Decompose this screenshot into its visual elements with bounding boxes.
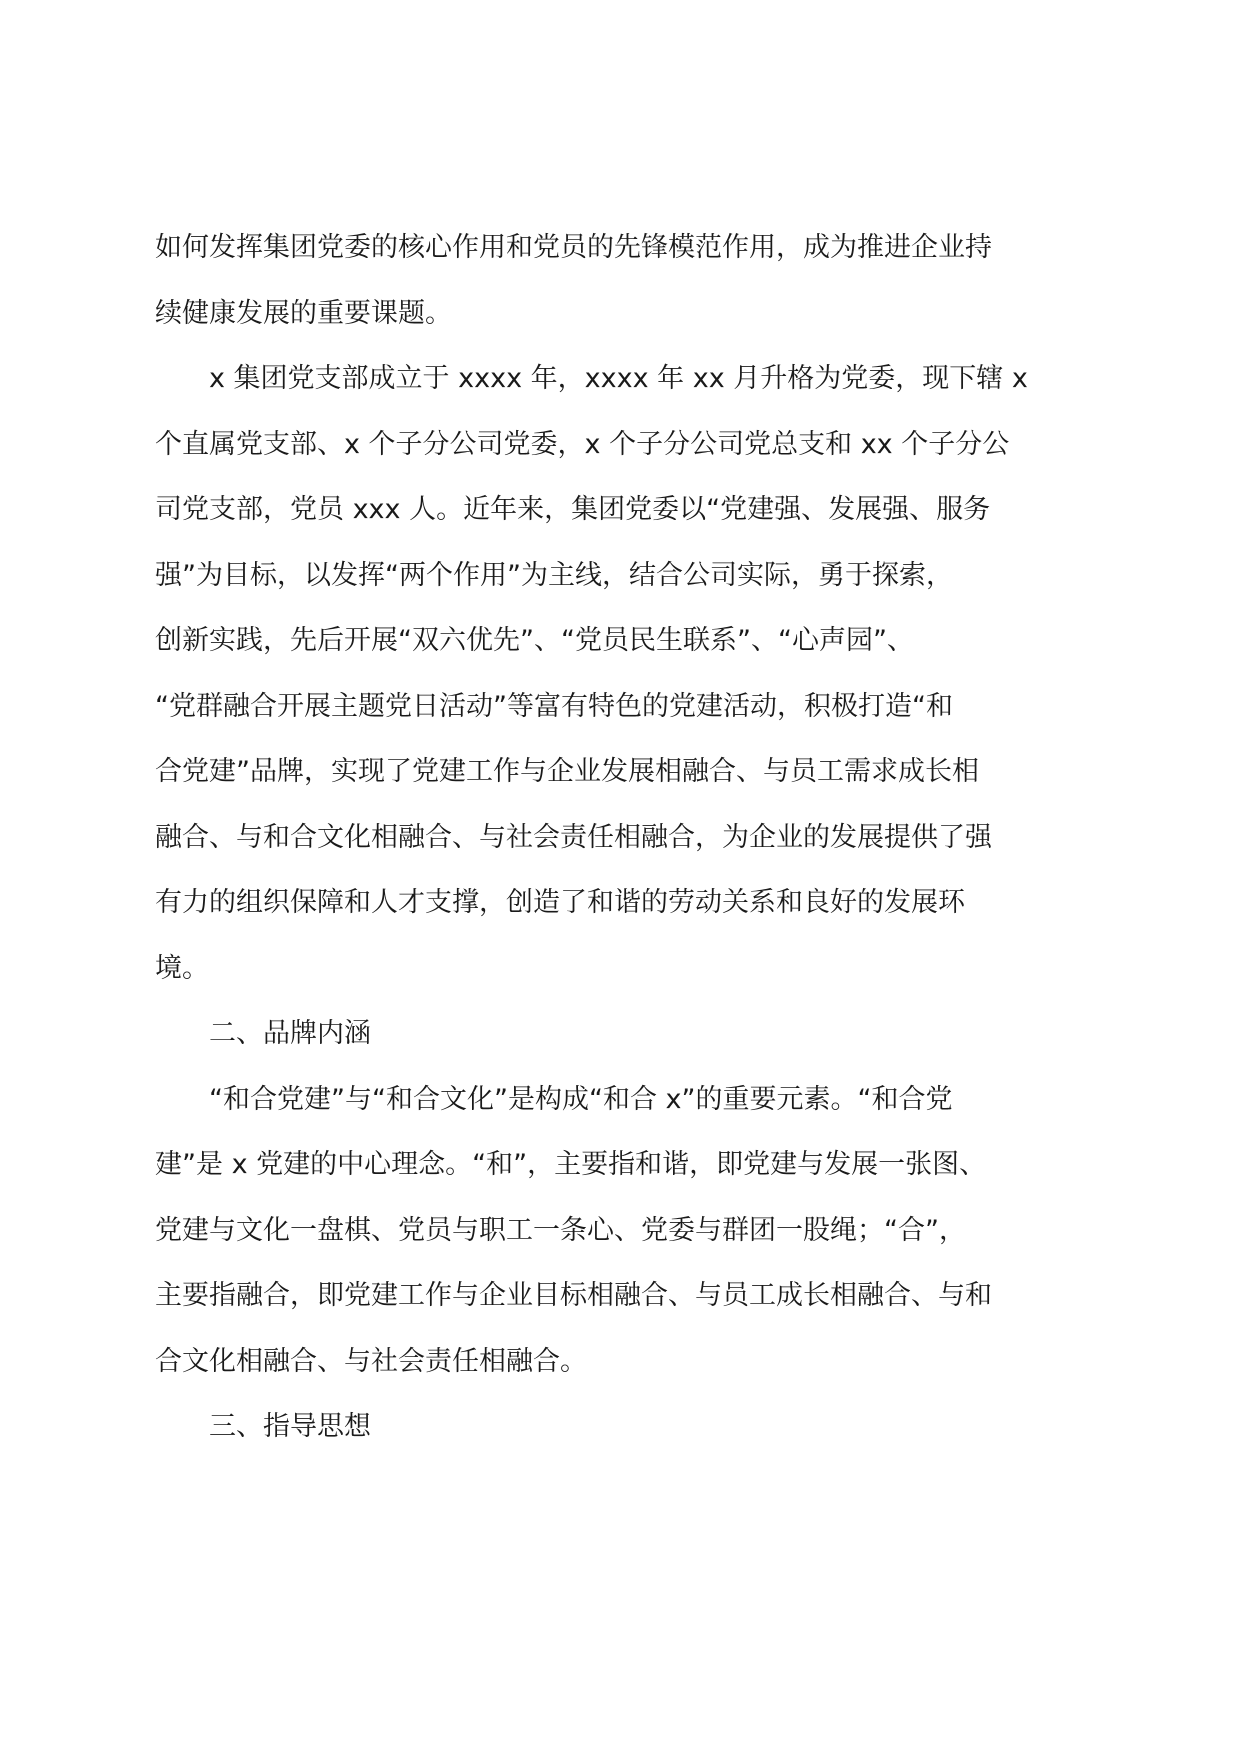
text-line: 融合、与和合文化相融合、与社会责任相融合，为企业的发展提供了强	[155, 821, 992, 853]
text-line: 建”是 x 党建的中心理念。“和”，主要指和谐，即党建与发展一张图、	[155, 1149, 987, 1180]
paragraph-intro-continuation	[155, 215, 1095, 346]
text-line: 创新实践，先后开展“双六优先”、“党员民生联系”、“心声园”、	[155, 625, 914, 656]
text-line: 合党建”品牌，实现了党建工作与企业发展相融合、与员工需求成长相	[155, 756, 979, 787]
section-heading-brand-connotation: 二、品牌内涵	[209, 1018, 371, 1049]
paragraph-brand-connotation	[155, 1067, 1095, 1395]
text-line: “党群融合开展主题党日活动”等富有特色的党建活动，积极打造“和	[155, 690, 953, 722]
text-line: 境。	[155, 952, 209, 984]
text-line: 强”为目标，以发挥“两个作用”为主线，结合公司实际，勇于探索，	[155, 559, 953, 591]
paragraph-group-overview	[155, 346, 1095, 1001]
text-line: x 集团党支部成立于 xxxx 年，xxxx 年 xx 月升格为党委，现下辖 x	[209, 363, 1028, 394]
text-line: 党建与文化一盘棋、党员与职工一条心、党委与群团一股绳；“合”，	[155, 1214, 966, 1246]
document-body	[155, 215, 1095, 1460]
text-line: 合文化相融合、与社会责任相融合。	[155, 1345, 587, 1377]
text-line: 司党支部，党员 xxx 人。近年来，集团党委以“党建强、发展强、服务	[155, 494, 991, 525]
text-line: 如何发挥集团党委的核心作用和党员的先锋模范作用，成为推进企业持	[155, 232, 992, 263]
text-line: 续健康发展的重要课题。	[155, 297, 452, 329]
text-line: 主要指融合，即党建工作与企业目标相融合、与员工成长相融合、与和	[155, 1280, 992, 1311]
section-heading-guiding-ideology: 三、指导思想	[209, 1411, 371, 1442]
text-line: 个直属党支部、x 个子分公司党委，x 个子分公司党总支和 xx 个子分公	[155, 428, 1010, 460]
text-line: 有力的组织保障和人才支撑，创造了和谐的劳动关系和良好的发展环	[155, 887, 965, 918]
text-line: “和合党建”与“和合文化”是构成“和合 x”的重要元素。“和合党	[209, 1083, 953, 1115]
